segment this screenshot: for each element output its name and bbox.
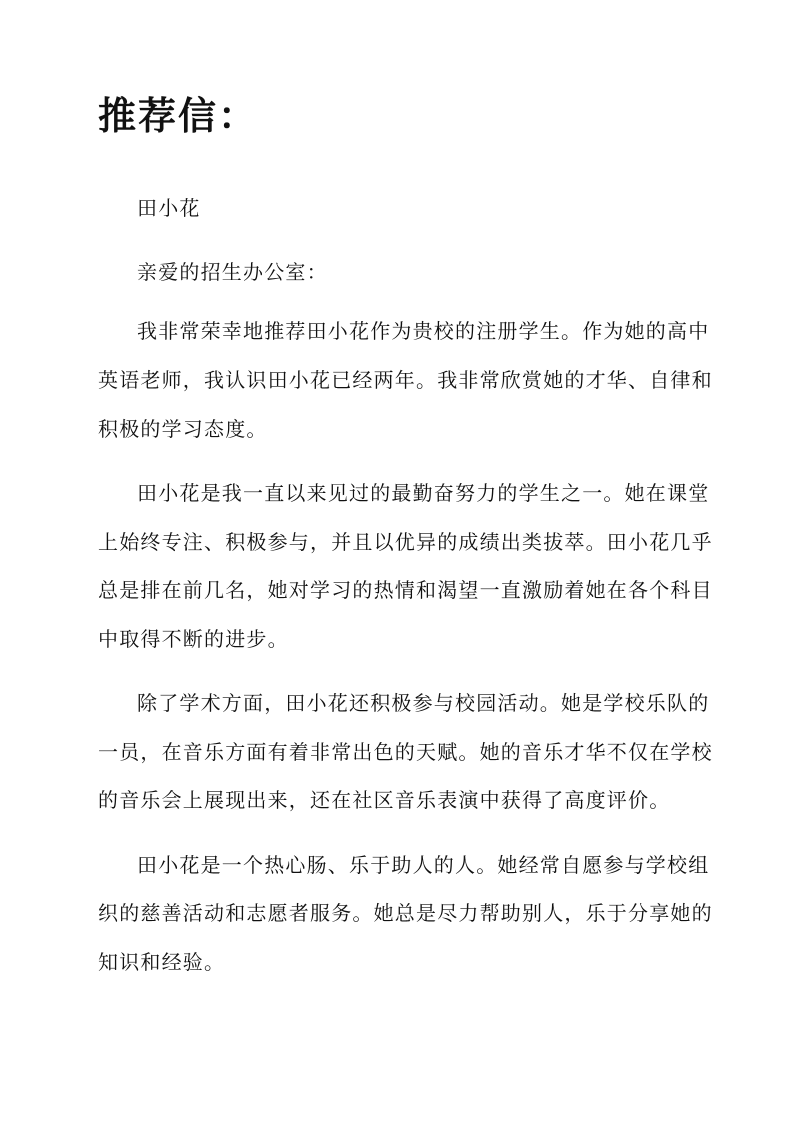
paragraph-2-line-2: 上始终专注、积极参与，并且以优异的成绩出类拔萃。田小花几乎	[98, 530, 713, 554]
paragraph-1-line-2: 英语老师，我认识田小花已经两年。我非常欣赏她的才华、自律和	[98, 368, 713, 392]
paragraph-2-line-4: 中取得不断的进步。	[98, 627, 289, 651]
paragraph-3-line-3: 的音乐会上展现出来，还在社区音乐表演中获得了高度评价。	[98, 788, 671, 812]
paragraph-3-line-1: 除了学术方面，田小花还积极参与校园活动。她是学校乐队的	[137, 691, 710, 715]
paragraph-1-line-1: 我非常荣幸地推荐田小花作为贵校的注册学生。作为她的高中	[137, 319, 710, 343]
paragraph-4-line-2: 织的慈善活动和志愿者服务。她总是尽力帮助别人，乐于分享她的	[98, 901, 713, 925]
paragraph-4-line-1: 田小花是一个热心肠、乐于助人的人。她经常自愿参与学校组	[137, 853, 710, 877]
salutation: 亲爱的招生办公室：	[137, 260, 328, 284]
paragraph-2-line-3: 总是排在前几名，她对学习的热情和渴望一直激励着她在各个科目	[98, 578, 713, 602]
paragraph-4-line-3: 知识和经验。	[98, 950, 226, 974]
student-name: 田小花	[137, 196, 201, 220]
paragraph-1-line-3: 积极的学习态度。	[98, 417, 268, 441]
page-title: 推荐信：	[98, 94, 259, 138]
paragraph-2-line-1: 田小花是我一直以来见过的最勤奋努力的学生之一。她在课堂	[137, 481, 710, 505]
paragraph-3-line-2: 一员，在音乐方面有着非常出色的天赋。她的音乐才华不仅在学校	[98, 740, 713, 764]
